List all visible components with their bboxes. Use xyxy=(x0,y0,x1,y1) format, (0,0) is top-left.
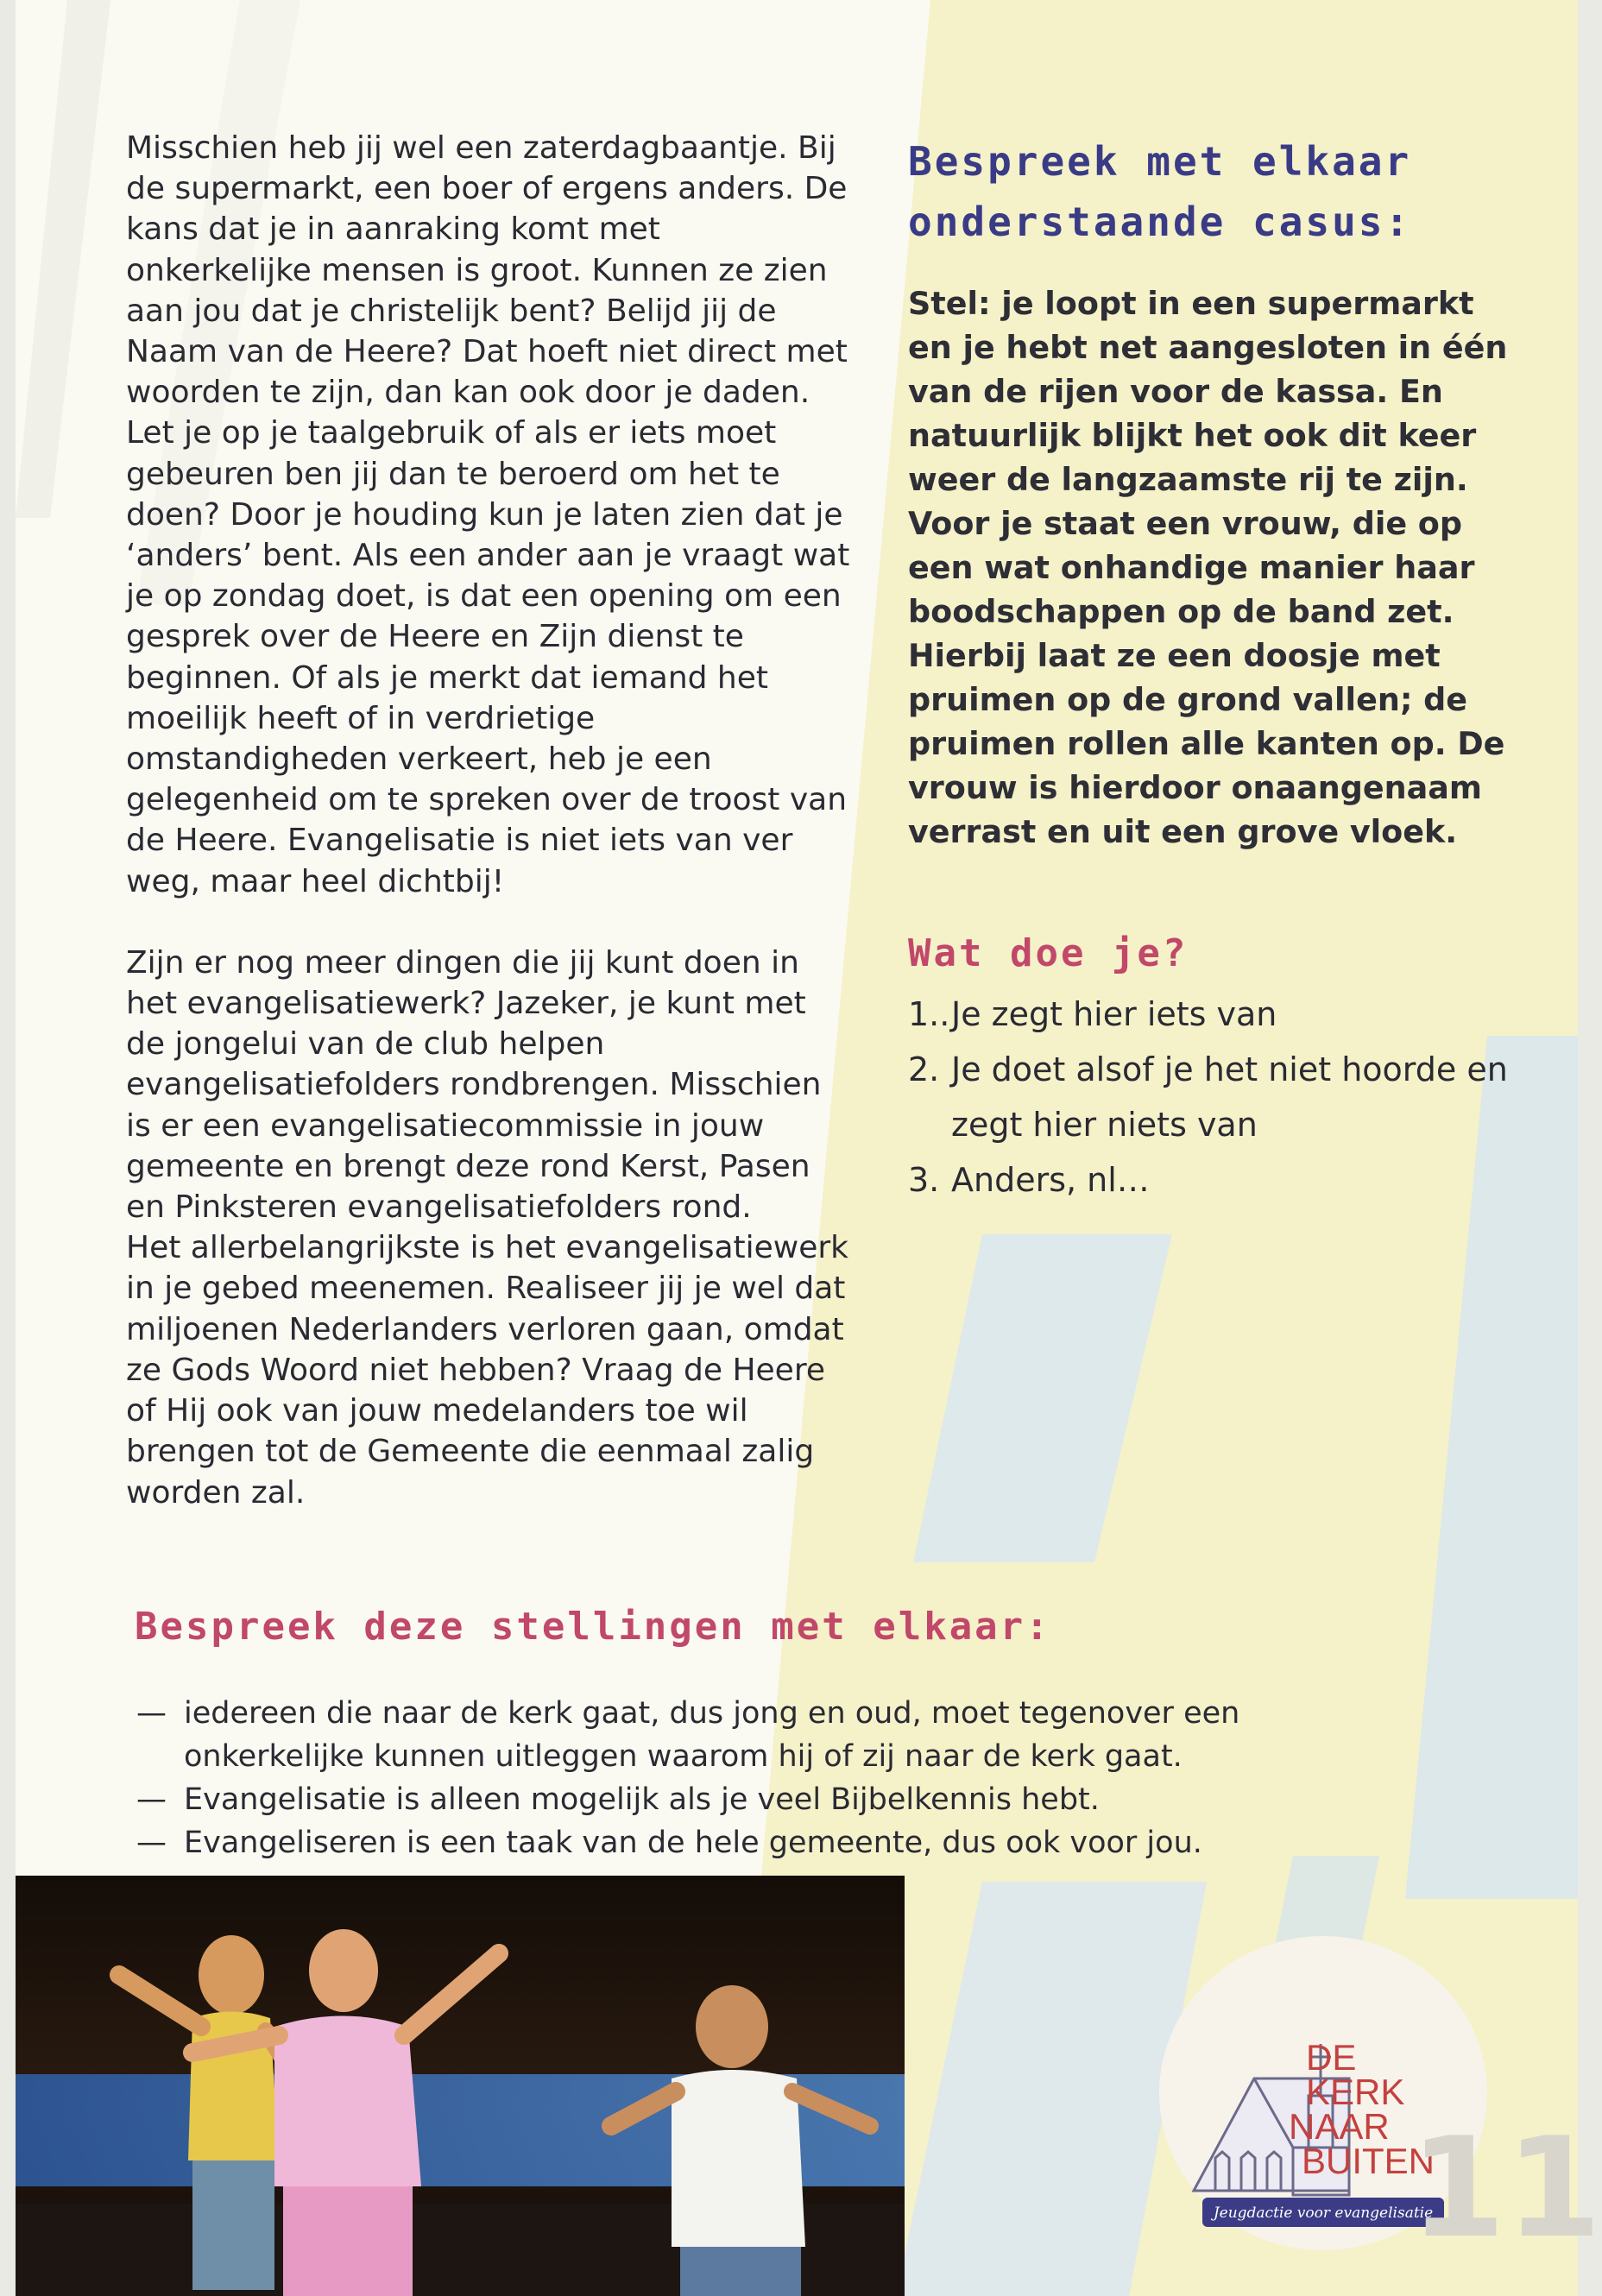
case-text: Stel: je loopt in een supermarkt en je hebt net aangesloten in één van de rijen voor de kassa. En natuurlijk blijkt het ook dit keer weer de langzaamste rij te zijn. Voor je staat een vrouw, die op een wat onhandige manier haar boodschappen op de band zet. Hierbij laat ze een doosje met pruimen op de grond vallen; de pruimen rollen alle kanten op. De vrouw is hierdoor onaangenaam verrast en uit een grove vloek. xyxy=(908,285,1508,850)
dash-bullet: — xyxy=(136,1782,167,1817)
statement-text: Evangelisatie is alleen mogelijk als je veel Bijbelkennis hebt. xyxy=(184,1782,1100,1817)
option-3 xyxy=(908,1152,1529,1208)
left-column xyxy=(126,128,851,1513)
logo-word-de: DE xyxy=(1306,2037,1357,2078)
statements-list xyxy=(136,1692,1345,1864)
statement-text: Evangeliseren is een taak van de hele gemeente, dus ook voor jou. xyxy=(184,1826,1202,1860)
option-number: 2. xyxy=(908,1050,940,1088)
dancing-girls-photo xyxy=(16,1876,905,2296)
statements-heading: Bespreek deze stellingen met elkaar: xyxy=(135,1605,1051,1649)
logo-tagline: Jeugdactie voor evangelisatie xyxy=(1213,2205,1434,2222)
faint-stripe-1 xyxy=(16,0,110,518)
logo-word-buiten: BUITEN xyxy=(1302,2141,1435,2181)
option-text: Je doet alsof je het niet hoorde en zegt hier niets van xyxy=(951,1050,1508,1144)
option-text: Je zegt hier iets van xyxy=(951,995,1277,1033)
option-1 xyxy=(908,987,1529,1042)
case-heading: Bespreek met elkaar onderstaande casus: xyxy=(908,138,1412,245)
logo-word-kerk: KERK xyxy=(1306,2072,1405,2112)
evangelisation-paragraph: Zijn er nog meer dingen die jij kunt doen in het evangelisatiewerk? Jazeker, je kunt met de jongelui van de club helpen evangelisatiefolders rondbrengen. Misschien is er een evangelisatiecommissie in jouw gemeente en brengt deze rond Kerst, Pasen en Pinksteren evangelisatiefolders rond. xyxy=(126,944,822,1226)
statement-item xyxy=(136,1821,1345,1864)
statement-item xyxy=(136,1692,1345,1778)
option-number: 3. xyxy=(908,1161,940,1199)
statement-item xyxy=(136,1778,1345,1821)
page-number: 11 xyxy=(1410,2107,1602,2268)
option-text: Anders, nl… xyxy=(951,1161,1150,1199)
dash-bullet: — xyxy=(136,1696,167,1731)
magazine-page xyxy=(16,0,1602,2296)
prayer-paragraph: Het allerbelangrijkste is het evangelisatiewerk in je gebed meenemen. Realiseer jij je wel dat miljoenen Nederlanders verloren gaan, omdat ze Gods Woord niet hebben? Vraag de Heere of Hij ook van jouw medelanders toe wil brengen tot de Gemeente die eenmaal zalig worden zal. xyxy=(126,1230,849,1511)
dash-bullet: — xyxy=(136,1826,167,1860)
logo-word-naar: NAAR xyxy=(1289,2106,1390,2147)
option-number: 1.. xyxy=(908,995,950,1033)
question-heading: Wat doe je? xyxy=(908,931,1189,975)
statement-text: iedereen die naar de kerk gaat, dus jong en oud, moet tegenover een onkerkelijke kunnen uitleggen waarom hij of zij naar de kerk gaat. xyxy=(184,1696,1240,1774)
option-2 xyxy=(908,1042,1529,1152)
answer-options xyxy=(908,987,1529,1208)
intro-paragraph: Misschien heb jij wel een zaterdagbaantje. Bij de supermarkt, een boer of ergens anders. De kans dat je in aanraking komt met onkerkelijke mensen is groot. Kunnen ze zien aan jou dat je christelijk bent? Belijd jij de Naam van de Heere? Dat hoeft niet direct met woorden te zijn, dan kan ook door je daden. Let je op je taalgebruik of als er iets moet gebeuren ben jij dan te beroerd om het te doen? Door je houding kun je laten zien dat je ‘anders’ bent. Als een ander aan je vraagt wat je op zondag doet, is dat een opening om een gesprek over de Heere en Zijn dienst te beginnen. Of als je merkt dat iemand het moeilijk heeft of in verdrietige omstandigheden verkeert, heb je een gelegenheid om te spreken over de troost van de Heere. Evangelisatie is niet iets van ver weg, maar heel dichtbij! xyxy=(126,130,850,899)
